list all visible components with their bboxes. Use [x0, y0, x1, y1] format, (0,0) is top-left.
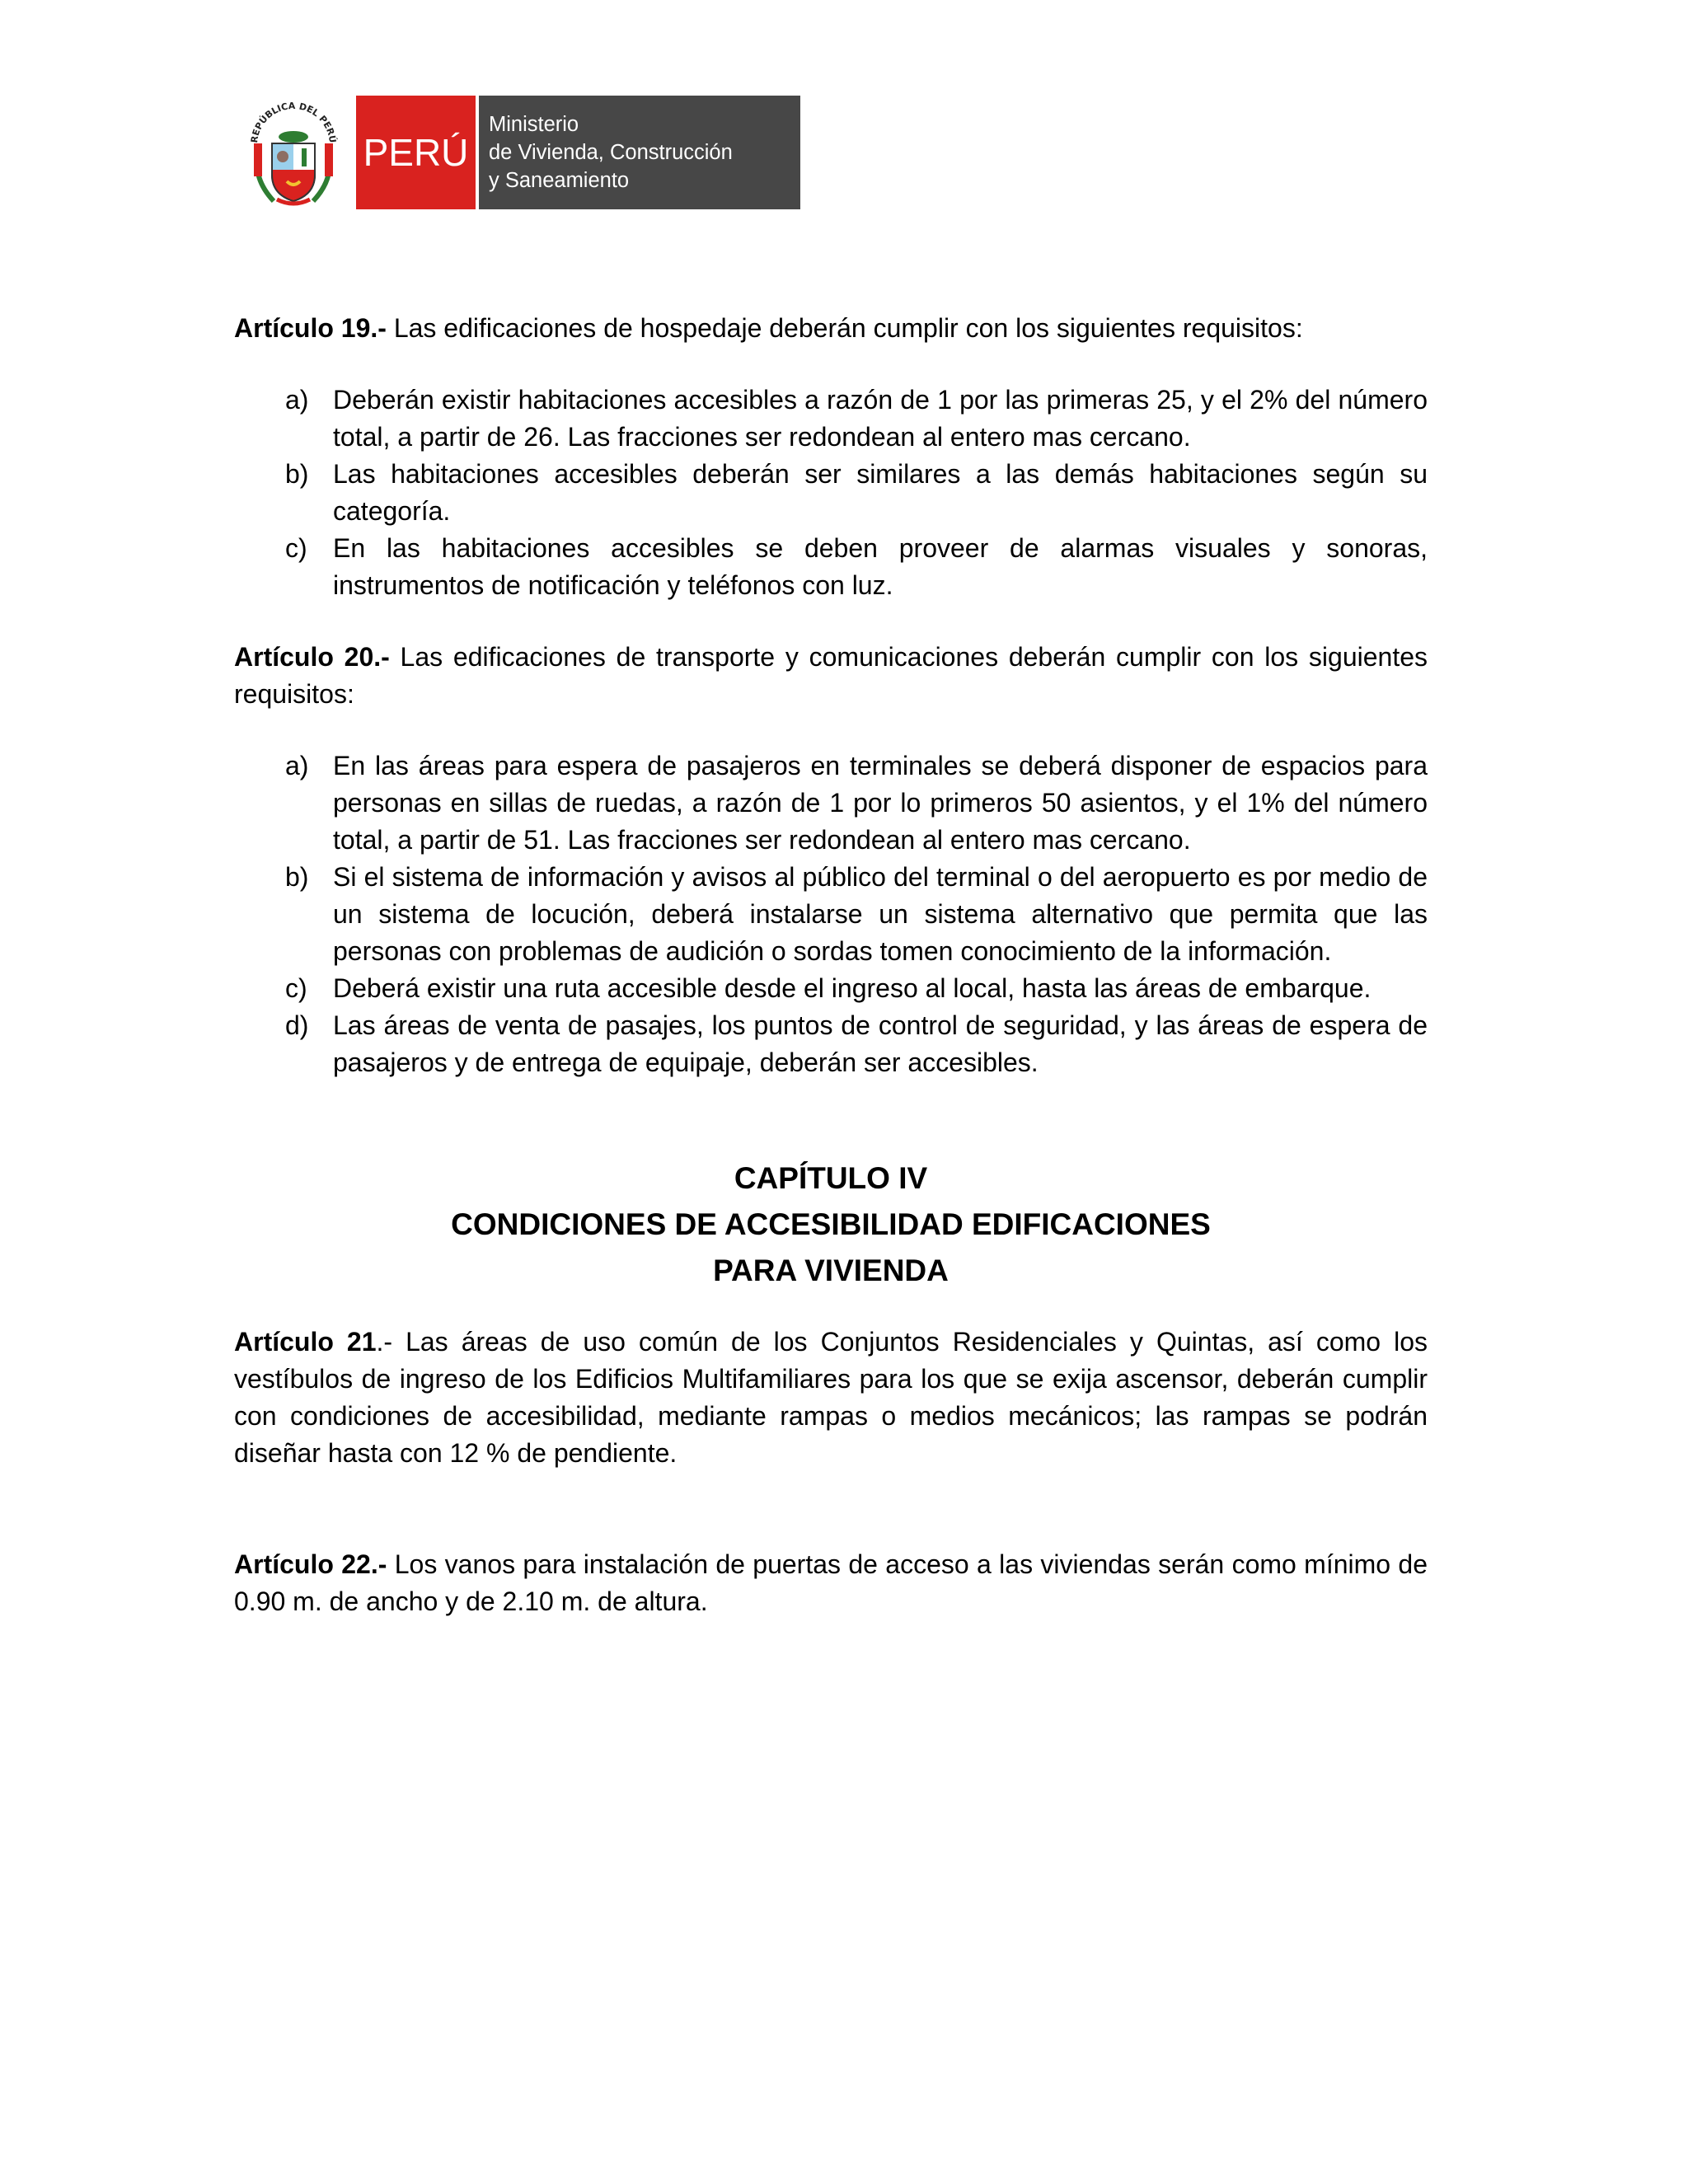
list-item — [234, 970, 1428, 1007]
article-22 — [234, 1546, 1428, 1620]
list-text: En las áreas para espera de pasajeros en terminales se deberá disponer de espacios para personas en sillas de ruedas, a razón de 1 por lo primeros 50 asientos, y el 1% del número total, a partir de 51. Las fracciones ser redondean al entero mas cercano. — [333, 751, 1428, 855]
chapter-heading — [234, 1155, 1428, 1294]
ministry-name — [479, 96, 800, 209]
article-label: Artículo 20.- — [234, 642, 390, 672]
article-label: Artículo 19.- — [234, 313, 387, 343]
article-text: Las edificaciones de hospedaje deberán cumplir con los siguientes requisitos: — [386, 313, 1303, 343]
list-marker: b) — [285, 459, 309, 489]
list-marker: c) — [285, 533, 307, 563]
list-marker: a) — [285, 751, 309, 780]
article-label: Artículo 21 — [234, 1327, 377, 1357]
country-name: PERÚ — [363, 131, 469, 174]
document-body — [234, 310, 1428, 1620]
list-text: En las habitaciones accesibles se deben proveer de alarmas visuales y sonoras, instrumentos de notificación y teléfonos con luz. — [333, 533, 1428, 600]
list-marker: a) — [285, 385, 309, 415]
list-item — [234, 748, 1428, 859]
article-text: .- Las áreas de uso común de los Conjuntos Residenciales y Quintas, así como los vestíbulos de ingreso de los Edificios Multifamiliares para los que se exija ascensor, deberán cumplir con condiciones de accesibilidad, mediante rampas o medios mecánicos; las rampas se podrán diseñar hasta con 12 % de pendiente. — [234, 1327, 1428, 1468]
list-text: Las habitaciones accesibles deberán ser similares a las demás habitaciones según su categoría. — [333, 459, 1428, 526]
ministry-line: y Saneamiento — [489, 169, 630, 192]
list-item — [234, 530, 1428, 604]
list-text: Deberán existir habitaciones accesibles a razón de 1 por las primeras 25, y el 2% del número total, a partir de 26. Las fracciones ser redondean al entero mas cercano. — [333, 385, 1428, 452]
chapter-subtitle: PARA VIVIENDA — [713, 1254, 949, 1287]
article-text: Los vanos para instalación de puertas de acceso a las viviendas serán como mínimo de 0.90 m. de ancho y de 2.10 m. de altura. — [234, 1549, 1428, 1616]
list-marker: d) — [285, 1010, 309, 1040]
article-text: Las edificaciones de transporte y comunicaciones deberán cumplir con los siguientes requisitos: — [234, 642, 1428, 709]
ministry-line: Ministerio — [489, 113, 579, 136]
list-item — [234, 456, 1428, 530]
list-item — [234, 859, 1428, 970]
list-text: Deberá existir una ruta accesible desde el ingreso al local, hasta las áreas de embarque. — [333, 973, 1372, 1003]
article-21 — [234, 1324, 1428, 1472]
article-19-list — [234, 382, 1428, 604]
chapter-number: CAPÍTULO IV — [734, 1161, 928, 1195]
article-label: Artículo 22.- — [234, 1549, 387, 1579]
list-item — [234, 1007, 1428, 1081]
peru-label — [356, 96, 476, 209]
article-19 — [234, 310, 1428, 347]
ministry-logo — [241, 96, 800, 209]
list-item — [234, 382, 1428, 456]
coat-of-arms-icon — [241, 96, 346, 209]
article-20-list — [234, 748, 1428, 1081]
article-20 — [234, 639, 1428, 713]
list-marker: b) — [285, 862, 309, 892]
list-marker: c) — [285, 973, 307, 1003]
list-text: Las áreas de venta de pasajes, los puntos de control de seguridad, y las áreas de espera de pasajeros y de entrega de equipaje, deberán ser accesibles. — [333, 1010, 1428, 1077]
chapter-title: CONDICIONES DE ACCESIBILIDAD EDIFICACIONES — [451, 1207, 1211, 1241]
ministry-line: de Vivienda, Construcción — [489, 141, 733, 164]
svg-text:REPÚBLICA DEL PERÚ: REPÚBLICA DEL PERÚ — [248, 100, 339, 144]
list-text: Si el sistema de información y avisos al público del terminal o del aeropuerto es por medio de un sistema de locución, deberá instalarse un sistema alternativo que permita que las personas con problemas de audición o sordas tomen conocimiento de la información. — [333, 862, 1428, 966]
